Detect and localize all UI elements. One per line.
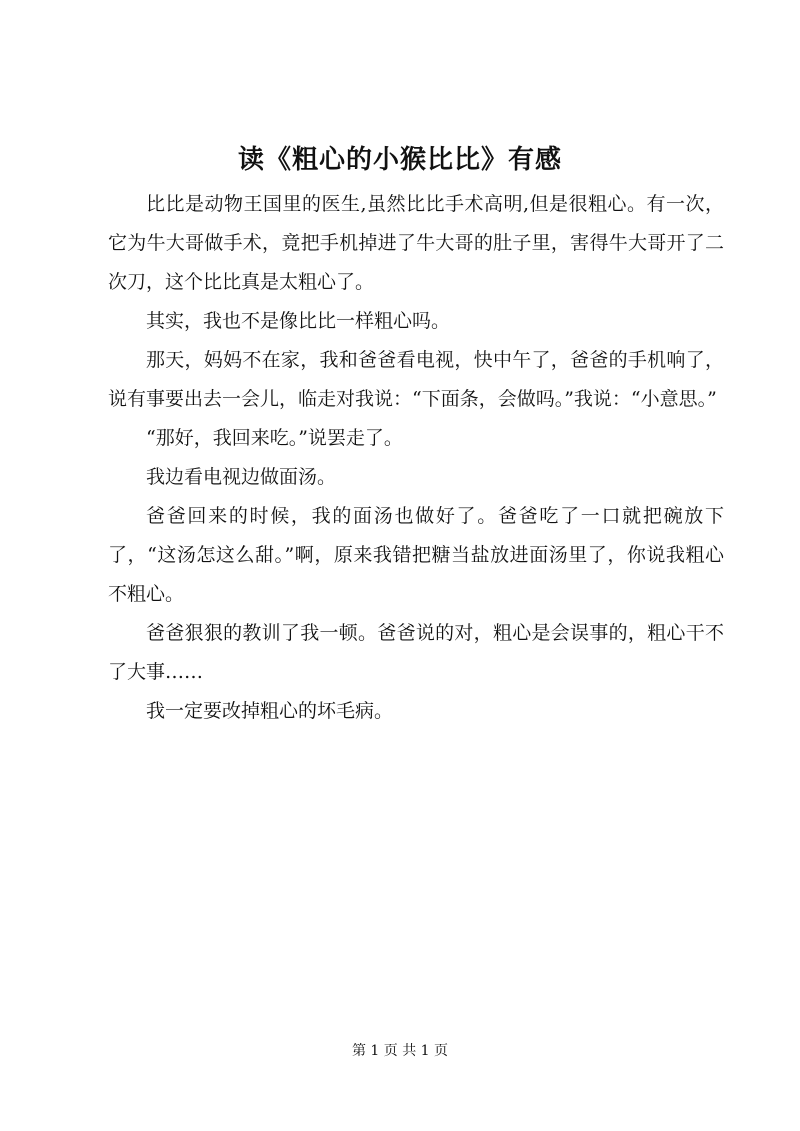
document-body [108, 185, 724, 731]
paragraph-3: 那天，妈妈不在家，我和爸爸看电视，快中午了，爸爸的手机响了，说有事要出去一会儿，临走对我说：“下面条，会做吗。”我说：“小意思。” [108, 349, 724, 410]
paragraph-4: “那好，我回来吃。”说罢走了。 [146, 427, 403, 449]
paragraph-6: 爸爸回来的时候，我的面汤也做好了。爸爸吃了一口就把碗放下了，“这汤怎这么甜。”啊，原来我错把糖当盐放进面汤里了，你说我粗心不粗心。 [108, 505, 724, 605]
paragraph-7: 爸爸狠狠的教训了我一顿。爸爸说的对，粗心是会误事的，粗心干不了大事…… [108, 622, 724, 683]
paragraph-5: 我边看电视边做面汤。 [146, 466, 337, 488]
document-title: 读《粗心的小猴比比》有感 [237, 145, 562, 175]
page-footer: 第 1 页 共 1 页 [351, 1043, 449, 1059]
paragraph-1: 比比是动物王国里的医生,虽然比比手术高明,但是很粗心。有一次，它为牛大哥做手术，竟把手机掉进了牛大哥的肚子里，害得牛大哥开了二次刀，这个比比真是太粗心了。 [108, 193, 724, 293]
paragraph-8: 我一定要改掉粗心的坏毛病。 [146, 700, 394, 722]
paragraph-2: 其实，我也不是像比比一样粗心吗。 [146, 310, 451, 332]
